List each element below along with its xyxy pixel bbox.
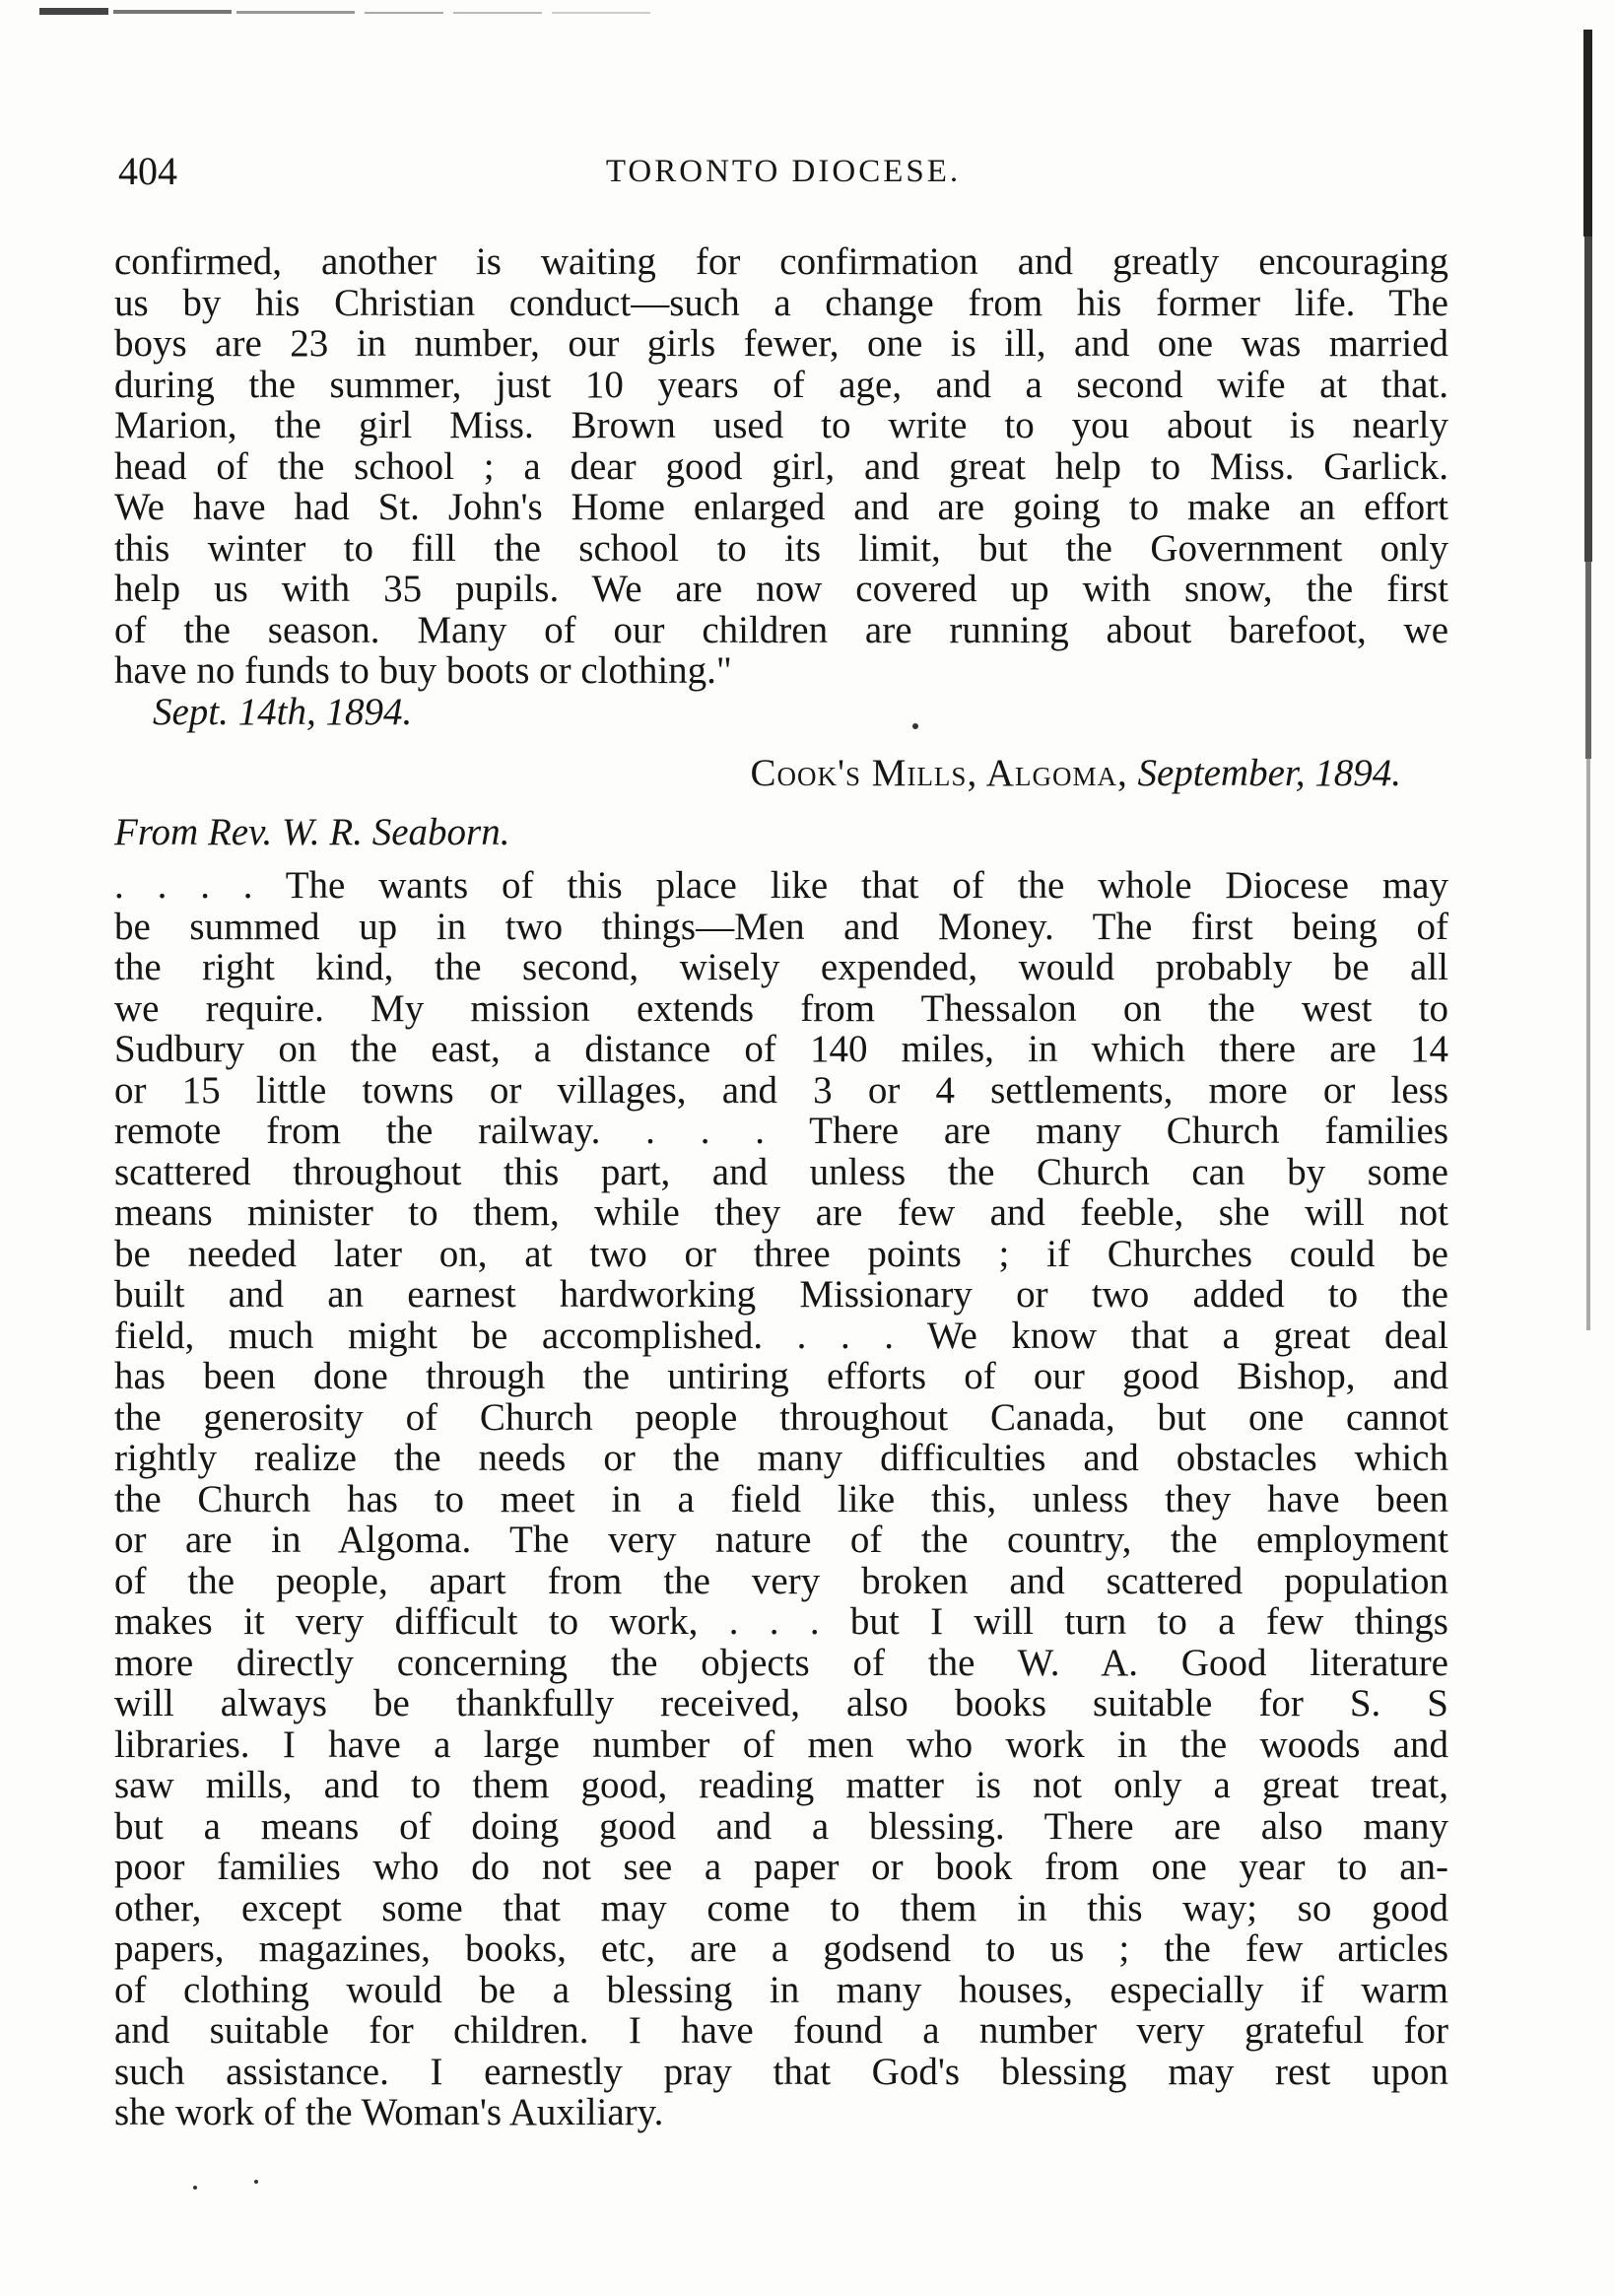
text-line: but a means of doing good and a blessing. There are also many bbox=[114, 1804, 1448, 1848]
scan-edge-shadow bbox=[1581, 30, 1595, 1330]
page-number: 404 bbox=[118, 149, 177, 193]
text-line: such assistance. I earnestly pray that God's blessing may rest upon bbox=[114, 2050, 1448, 2093]
text-line: of the people, apart from the very broken and scattered population bbox=[114, 1559, 1448, 1602]
text-line: poor families who do not see a paper or book from one year to an- bbox=[114, 1846, 1448, 1888]
text-line: libraries. I have a large number of men who work in the woods and bbox=[114, 1722, 1448, 1766]
text-line: other, except some that may come to them in this way; so good bbox=[114, 1886, 1448, 1929]
stray-mark bbox=[193, 2186, 197, 2190]
text-line: . . . . The wants of this place like that of the whole Diocese may bbox=[114, 864, 1448, 907]
text-line: Sudbury on the east, a distance of 140 miles, in which there are 14 bbox=[114, 1028, 1448, 1070]
text-line: head of the school ; a dear good girl, and great help to Miss. Garlick. bbox=[114, 444, 1448, 488]
text-line: saw mills, and to them good, reading matter is not only a great treat, bbox=[114, 1764, 1448, 1806]
stray-mark bbox=[254, 2180, 258, 2184]
text-line: she work of the Woman's Auxiliary. bbox=[114, 2091, 664, 2133]
text-line: the Church has to meet in a field like this, unless they have been bbox=[114, 1477, 1448, 1520]
text-line: scattered throughout this part, and unless the Church can by some bbox=[114, 1150, 1448, 1193]
text-line: will always be thankfully received, also books suitable for S. S bbox=[114, 1682, 1448, 1724]
letter-date: Sept. 14th, 1894. bbox=[153, 691, 413, 733]
running-head: TORONTO DIOCESE. bbox=[605, 154, 962, 189]
text-line: means minister to them, while they are few and feeble, she will not bbox=[114, 1191, 1448, 1234]
text-line: rightly realize the needs or the many difficulties and obstacles which bbox=[114, 1437, 1448, 1479]
text-line: remote from the railway. . . . There are many Church families bbox=[114, 1110, 1448, 1152]
text-line: We have had St. John's Home enlarged and are going to make an effort bbox=[114, 486, 1448, 528]
text-line: built and an earnest hardworking Missionary or two added to the bbox=[114, 1273, 1448, 1316]
scan-noise-top bbox=[39, 6, 660, 20]
text-line: or are in Algoma. The very nature of the country, the employment bbox=[114, 1519, 1448, 1561]
letter-author: From Rev. W. R. Seaborn. bbox=[114, 811, 510, 853]
text-line: papers, magazines, books, etc, are a godsend to us ; the few articles bbox=[114, 1927, 1448, 1970]
text-line: makes it very difficult to work, . . . but I will turn to a few things bbox=[114, 1600, 1448, 1643]
text-line: help us with 35 pupils. We are now covered up with snow, the first bbox=[114, 568, 1448, 610]
text-line: of the season. Many of our children are running about barefoot, we bbox=[114, 608, 1448, 651]
text-line: boys are 23 in number, our girls fewer, one is ill, and one was married bbox=[114, 322, 1448, 365]
text-line: the generosity of Church people throughout Canada, but one cannot bbox=[114, 1395, 1448, 1439]
letter-continuation-text bbox=[114, 241, 1448, 692]
letter-body-text bbox=[114, 865, 1448, 2133]
text-line: confirmed, another is waiting for confirmation and greatly encouraging bbox=[114, 240, 1448, 283]
text-line: has been done through the untiring efforts of our good Bishop, and bbox=[114, 1355, 1448, 1397]
text-line: or 15 little towns or villages, and 3 or 4 settlements, more or less bbox=[114, 1068, 1448, 1112]
text-line: be summed up in two things—Men and Money. The first being of bbox=[114, 905, 1448, 948]
letter-place: Cook's Mills, Algoma, bbox=[750, 752, 1128, 794]
text-line: have no funds to buy boots or clothing." bbox=[114, 649, 732, 692]
text-line: and suitable for children. I have found a number very grateful for bbox=[114, 2009, 1448, 2052]
stray-mark bbox=[912, 723, 918, 729]
text-line: we require. My mission extends from Thessalon on the west to bbox=[114, 986, 1448, 1030]
page-header bbox=[118, 148, 1448, 197]
text-line: the right kind, the second, wisely expended, would probably be all bbox=[114, 946, 1448, 988]
text-line: be needed later on, at two or three points ; if Churches could be bbox=[114, 1232, 1448, 1275]
text-line: more directly concerning the objects of the W. A. Good literature bbox=[114, 1641, 1448, 1684]
letter-heading-date: September, 1894. bbox=[1137, 752, 1401, 794]
text-line: field, much might be accomplished. . . . We know that a great deal bbox=[114, 1314, 1448, 1357]
text-line: of clothing would be a blessing in many houses, especially if warm bbox=[114, 1968, 1448, 2011]
letter-heading bbox=[585, 751, 1401, 795]
text-line: us by his Christian conduct—such a change from his former life. The bbox=[114, 281, 1448, 324]
text-line: during the summer, just 10 years of age, and a second wife at that. bbox=[114, 363, 1448, 406]
text-line: this winter to fill the school to its limit, but the Government only bbox=[114, 526, 1448, 570]
text-line: Marion, the girl Miss. Brown used to write to you about is nearly bbox=[114, 404, 1448, 446]
